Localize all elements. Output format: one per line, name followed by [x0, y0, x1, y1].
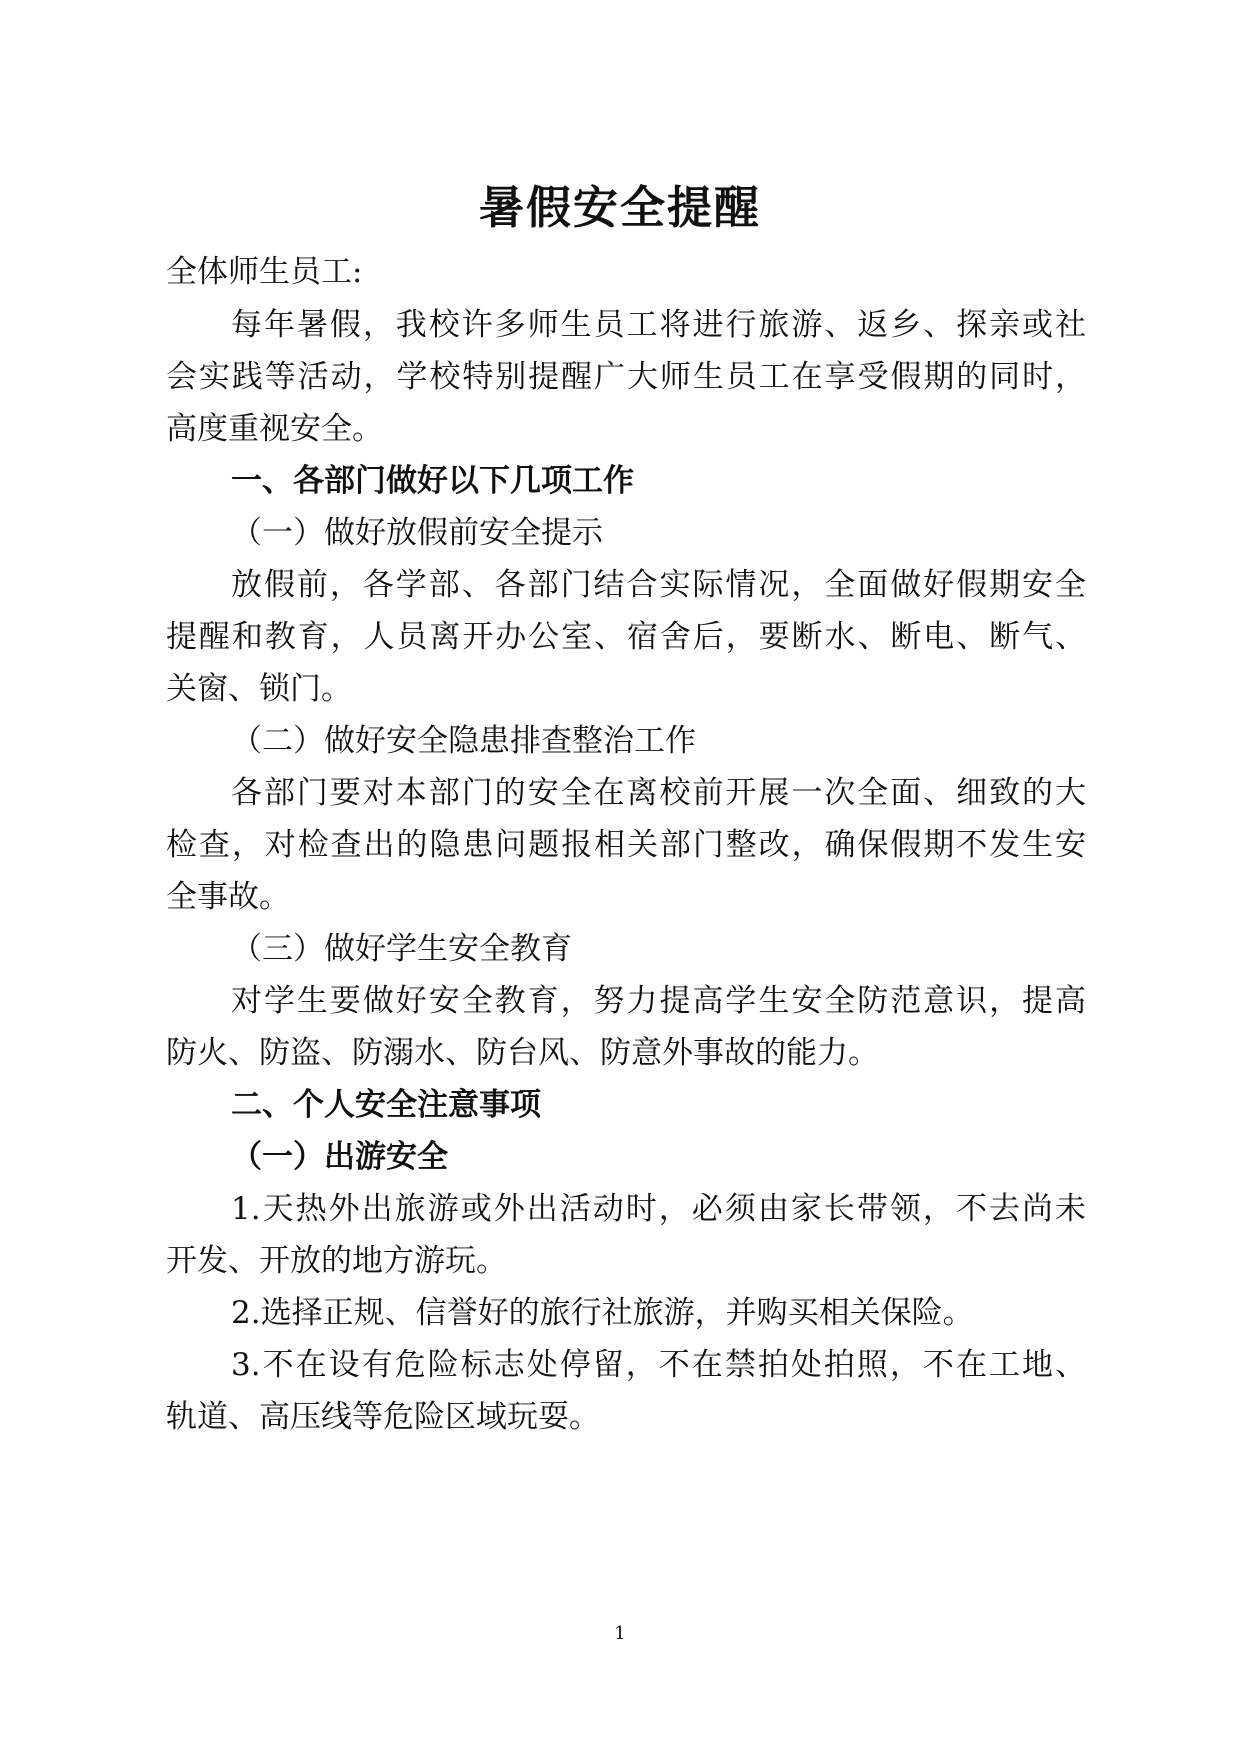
intro-line-2: 会实践等活动，学校特别提醒广大师生员工在享受假期的同时，	[166, 359, 1086, 395]
section-1-sub-1-line-2: 提醒和教育，人员离开办公室、宿舍后，要断水、断电、断气、	[166, 619, 1086, 655]
section-1-sub-1-line-3: 关窗、锁门。	[166, 671, 352, 707]
section-2-item-1-line-1: 1.天热外出旅游或外出活动时，必须由家长带领，不去尚未	[231, 1191, 1086, 1227]
document-title: 暑假安全提醒	[478, 181, 761, 234]
section-1-sub-3-line-2: 防火、防盗、防溺水、防台风、防意外事故的能力。	[166, 1035, 879, 1071]
section-1-sub-1-heading: （一）做好放假前安全提示	[231, 515, 603, 551]
section-1-sub-2-line-2: 检查，对检查出的隐患问题报相关部门整改，确保假期不发生安	[166, 827, 1086, 863]
section-1-sub-3-heading: （三）做好学生安全教育	[231, 931, 572, 967]
section-2-item-3-line-1: 3.不在设有危险标志处停留，不在禁拍处拍照，不在工地、	[231, 1347, 1086, 1383]
section-2-heading: 二、个人安全注意事项	[231, 1087, 541, 1123]
section-2-item-1-line-2: 开发、开放的地方游玩。	[166, 1243, 507, 1279]
section-1-sub-2-line-1: 各部门要对本部门的安全在离校前开展一次全面、细致的大	[231, 775, 1086, 811]
section-2-item-3-line-2: 轨道、高压线等危险区域玩耍。	[166, 1399, 600, 1435]
intro-line-1: 每年暑假，我校许多师生员工将进行旅游、返乡、探亲或社	[231, 307, 1086, 343]
section-1-sub-2-line-3: 全事故。	[166, 879, 290, 915]
section-1-sub-3-line-1: 对学生要做好安全教育，努力提高学生安全防范意识，提高	[231, 983, 1086, 1019]
salutation: 全体师生员工:	[166, 254, 363, 290]
section-1-sub-2-heading: （二）做好安全隐患排查整治工作	[231, 723, 696, 759]
section-1-sub-1-line-1: 放假前，各学部、各部门结合实际情况，全面做好假期安全	[231, 567, 1086, 603]
page-number: 1	[614, 1623, 626, 1644]
intro-line-3: 高度重视安全。	[166, 411, 383, 447]
section-1-heading: 一、各部门做好以下几项工作	[231, 463, 634, 499]
section-2-sub-1-heading: （一）出游安全	[231, 1139, 448, 1175]
section-2-item-2: 2.选择正规、信誉好的旅行社旅游，并购买相关保险。	[231, 1295, 974, 1331]
